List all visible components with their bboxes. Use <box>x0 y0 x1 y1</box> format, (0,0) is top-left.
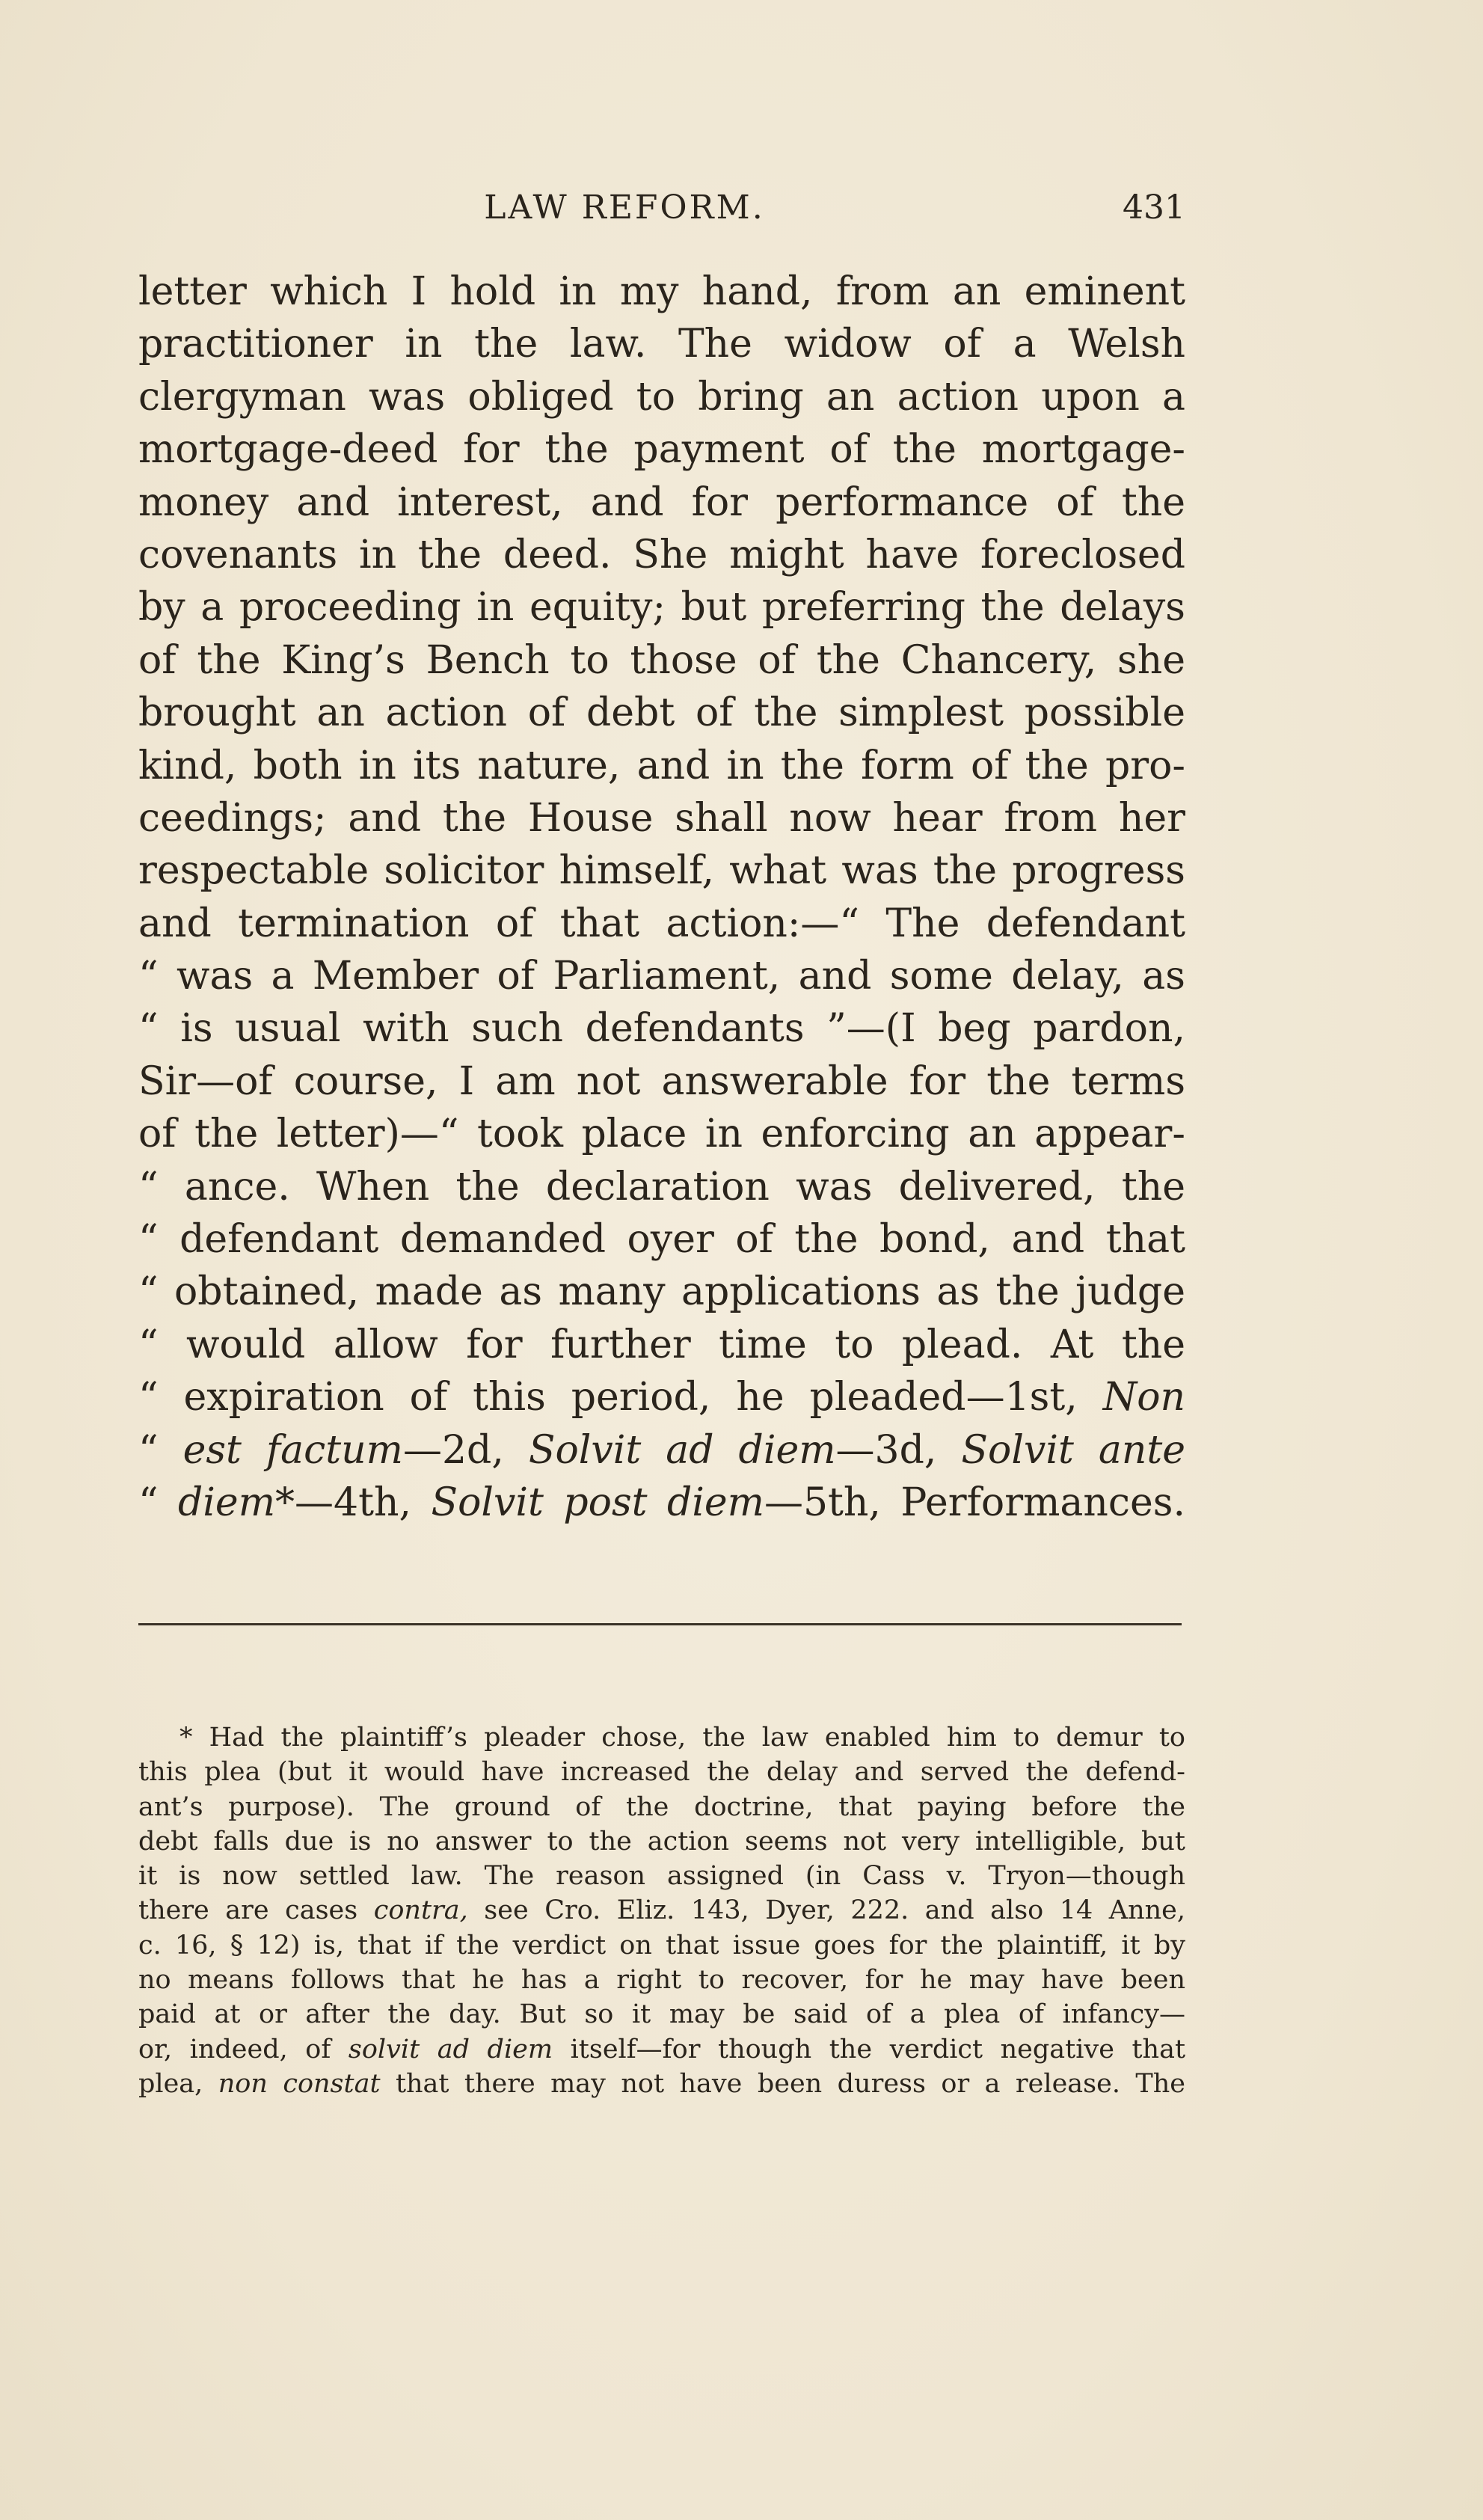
text-line: respectable solicitor himself, what was the progress <box>138 848 1185 894</box>
italic-term: solvit ad diem <box>348 2034 553 2064</box>
text-line: “ ance. When the declaration was delivered, the <box>138 1164 1185 1210</box>
text-line <box>138 1371 1185 1423</box>
text-run: that there may not have been duress or a release. The <box>380 2068 1185 2099</box>
text-line: “ defendant demanded oyer of the bond, and that <box>138 1217 1185 1263</box>
footnote-line <box>138 2032 1185 2067</box>
text-line: of the letter)—“ took place in enforcing an appear- <box>138 1112 1185 1157</box>
footnote-marker: *—4th, <box>275 1480 432 1525</box>
italic-term: Non <box>1102 1375 1185 1420</box>
footnote-line: * Had the plaintiff’s pleader chose, the law enabled him to demur to <box>179 1723 1185 1753</box>
text-line: “ would allow for further time to plead. At the <box>138 1322 1185 1367</box>
italic-term: Solvit ante <box>961 1427 1186 1473</box>
text-run: see Cro. Eliz. 143, Dyer, 222. and also 14 Anne, <box>467 1895 1186 1926</box>
text-line: kind, both in its nature, and in the form of the pro- <box>138 743 1185 788</box>
text-line: “ is usual with such defendants ”—(I beg pardon, <box>138 1006 1185 1052</box>
text-line: Sir—of course, I am not answerable for the terms <box>138 1058 1185 1104</box>
footnote-line: debt falls due is no answer to the action seems not very intelligible, but <box>138 1826 1185 1857</box>
footnote-line: paid at or after the day. But so it may be said of a plea of infancy— <box>138 1999 1185 2030</box>
text-run: or, indeed, of <box>138 2034 349 2064</box>
text-run: —2d, <box>402 1427 529 1473</box>
text-run: plea, <box>138 2068 218 2099</box>
italic-term: est factum <box>182 1427 403 1473</box>
text-line: practitioner in the law. The widow of a Welsh <box>138 322 1185 367</box>
footnote-line: this plea (but it would have increased the delay and served the defend- <box>138 1757 1185 1788</box>
text-line <box>138 1477 1185 1529</box>
italic-term: diem <box>178 1480 276 1525</box>
text-run: “ expiration of this period, he pleaded—1st, <box>138 1375 1103 1420</box>
text-line: of the King’s Bench to those of the Chancery, she <box>138 637 1185 683</box>
text-line: “ obtained, made as many applications as the judge <box>138 1269 1185 1315</box>
italic-term: Solvit ad diem <box>528 1427 836 1473</box>
footnote <box>138 1720 1185 2101</box>
footnote-line <box>138 2067 1185 2101</box>
main-text <box>138 266 1185 1529</box>
running-title: LAW REFORM. <box>484 188 765 227</box>
text-line: covenants in the deed. She might have foreclosed <box>138 532 1185 577</box>
footnote-line: it is now settled law. The reason assigned (in Cass v. Tryon—though <box>138 1861 1185 1892</box>
page-number: 431 <box>1123 188 1185 227</box>
text-line <box>138 1424 1185 1477</box>
text-run: —5th, Performances. <box>764 1480 1185 1525</box>
footnote-line <box>138 1893 1185 1928</box>
text-line: brought an action of debt of the simplest possible <box>138 690 1185 736</box>
text-line: letter which I hold in my hand, from an eminent <box>138 269 1185 314</box>
text-line: ceedings; and the House shall now hear from her <box>138 795 1185 841</box>
text-line: money and interest, and for performance of the <box>138 479 1185 525</box>
footnote-line: no means follows that he has a right to recover, for he may have been <box>138 1965 1185 1996</box>
footnote-line: ant’s purpose). The ground of the doctrine, that paying before the <box>138 1791 1185 1822</box>
running-head <box>138 181 1185 241</box>
text-run: “ <box>138 1480 179 1525</box>
text-line: and termination of that action:—“ The defendant <box>138 901 1185 946</box>
text-run: itself—for though the verdict negative that <box>553 2034 1186 2064</box>
footnote-line: c. 16, § 12) is, that if the verdict on that issue goes for the plaintiff, it by <box>138 1930 1185 1960</box>
text-run: there are cases <box>138 1895 374 1926</box>
text-line: mortgage-deed for the payment of the mortgage- <box>138 427 1185 473</box>
italic-term: non constat <box>218 2068 381 2099</box>
text-run: —3d, <box>835 1427 962 1473</box>
text-line: by a proceeding in equity; but preferring the delays <box>138 585 1185 631</box>
footnote-rule <box>138 1623 1182 1625</box>
text-run: “ <box>138 1427 183 1473</box>
text-line: “ was a Member of Parliament, and some delay, as <box>138 954 1185 999</box>
text-line: clergyman was obliged to bring an action upon a <box>138 374 1185 420</box>
italic-term: Solvit post diem <box>431 1480 764 1525</box>
italic-term: contra, <box>373 1895 468 1926</box>
